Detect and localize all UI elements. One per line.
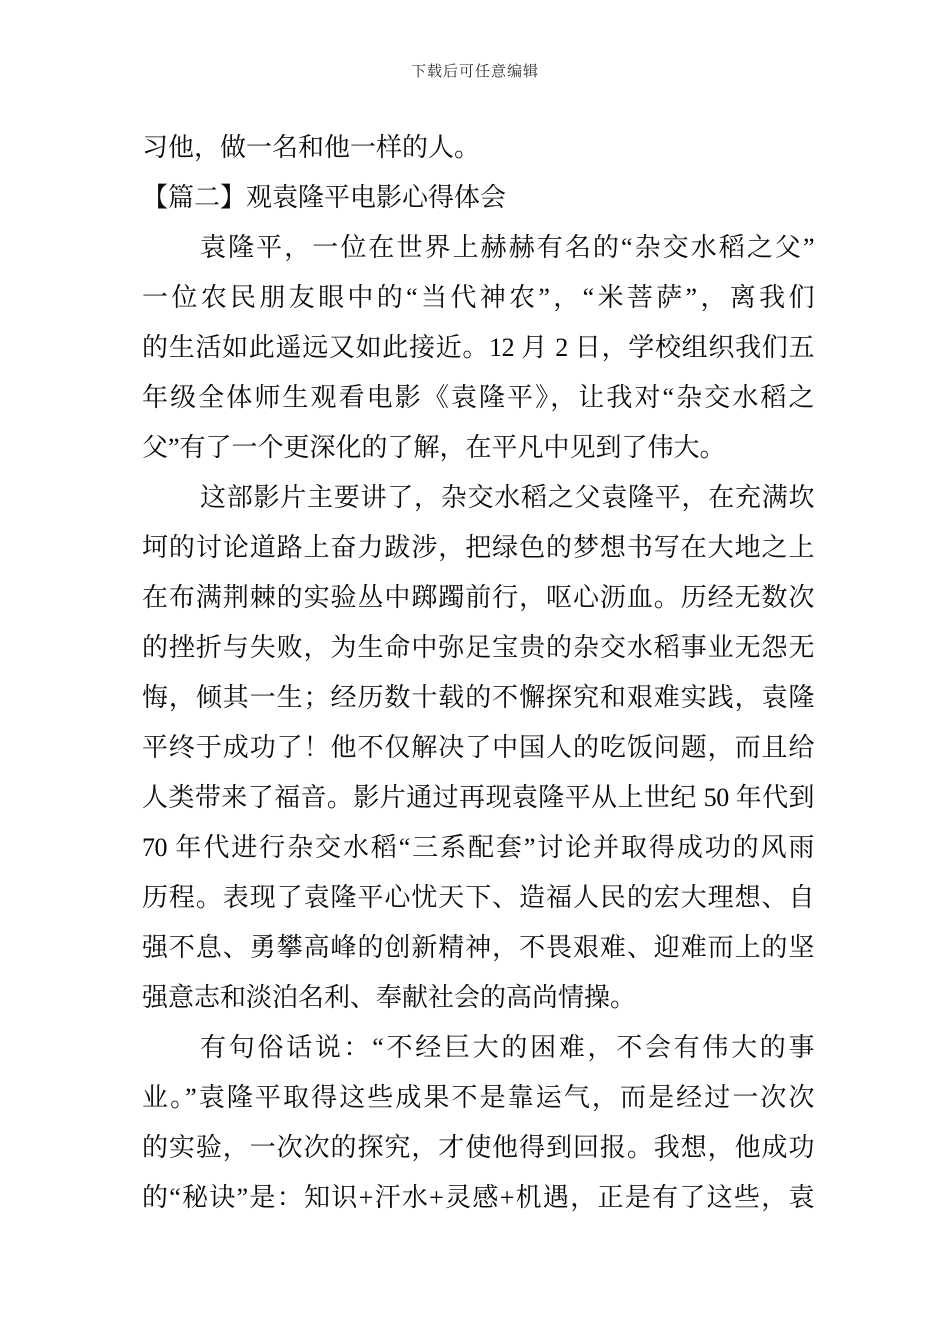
text-line: 悔，倾其一生；经历数十载的不懈探究和艰难实践，袁隆 [142, 683, 814, 712]
text-line: 平终于成功了！他不仅解决了中国人的吃饭问题，而且给 [142, 733, 814, 762]
document-body [142, 123, 814, 1223]
section-heading: 【篇二】观袁隆平电影心得体会 [142, 183, 507, 212]
text-line: 坷的讨论道路上奋力跋涉，把绿色的梦想书写在大地之上 [142, 533, 814, 562]
text-line: 的生活如此遥远又如此接近。12 月 2 日，学校组织我们五 [142, 333, 814, 362]
text-line: 习他，做一名和他一样的人。 [142, 133, 481, 162]
text-line: 历程。表现了袁隆平心忧天下、造福人民的宏大理想、自 [142, 883, 814, 912]
page-header-note: 下载后可任意编辑 [410, 64, 539, 80]
text-line: 业。”袁隆平取得这些成果不是靠运气，而是经过一次次 [142, 1083, 814, 1112]
text-line: 70 年代进行杂交水稻“三系配套”讨论并取得成功的风雨 [142, 833, 814, 862]
text-line: 袁隆平，一位在世界上赫赫有名的“杂交水稻之父” [200, 233, 814, 262]
text-line: 人类带来了福音。影片通过再现袁隆平从上世纪 50 年代到 [142, 783, 814, 812]
text-line: 强意志和淡泊名利、奉献社会的高尚情操。 [142, 983, 637, 1012]
text-line: 的“秘诀”是：知识+汗水+灵感+机遇，正是有了这些，袁 [142, 1183, 814, 1212]
text-line: 在布满荆棘的实验丛中踯躅前行，呕心沥血。历经无数次 [142, 583, 814, 612]
text-line: 强不息、勇攀高峰的创新精神，不畏艰难、迎难而上的坚 [142, 933, 814, 962]
text-line: 的挫折与失败，为生命中弥足宝贵的杂交水稻事业无怨无 [142, 633, 814, 662]
text-line: 年级全体师生观看电影《袁隆平》，让我对“杂交水稻之 [142, 383, 814, 412]
text-line: 父”有了一个更深化的了解，在平凡中见到了伟大。 [142, 433, 726, 462]
text-line: 一位农民朋友眼中的“当代神农”，“米菩萨”，离我们 [142, 283, 814, 312]
text-line: 这部影片主要讲了，杂交水稻之父袁隆平，在充满坎 [200, 483, 814, 512]
text-line: 有句俗话说：“不经巨大的困难，不会有伟大的事 [200, 1033, 814, 1062]
text-line: 的实验，一次次的探究，才使他得到回报。我想，他成功 [142, 1133, 814, 1162]
